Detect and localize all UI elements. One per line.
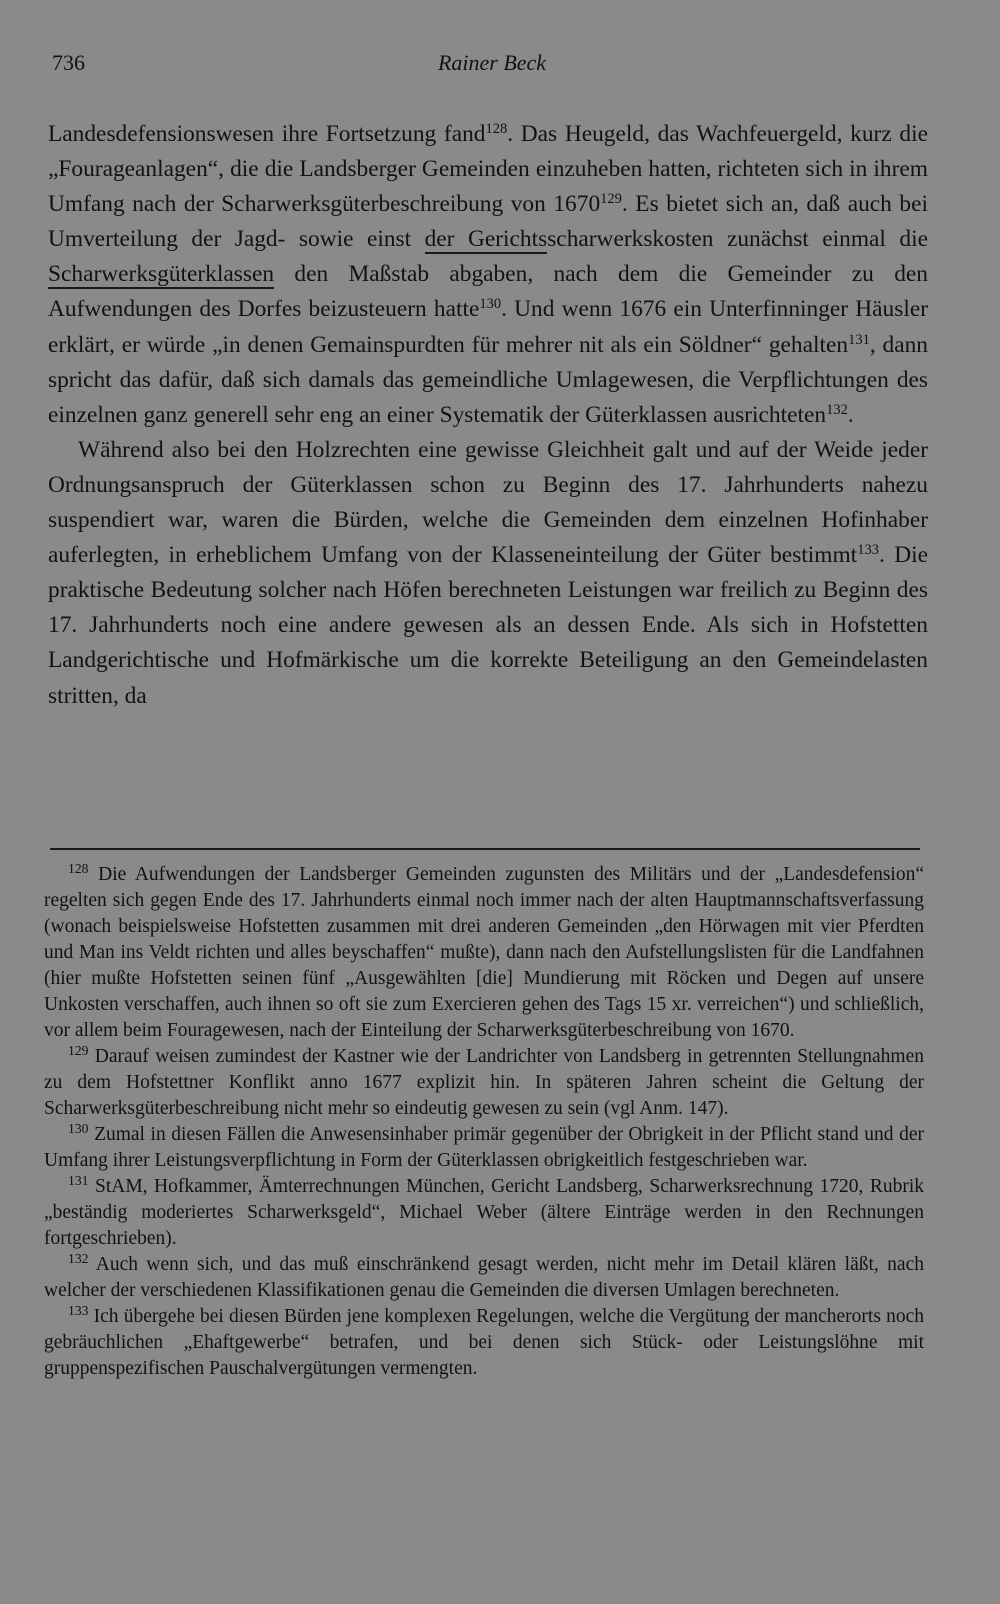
footnote-text: Auch wenn sich, und das muß einschränkend gesagt werden, nicht mehr im Detail klären läßt, nach welcher der verschiedenen Klassifikationen genau die Gemeinden die diversen Umlagen berechneten.: [44, 1254, 924, 1301]
footnote-number: 131: [68, 1173, 89, 1189]
footnote-number: 128: [68, 861, 89, 877]
footnote-text: Die Aufwendungen der Landsberger Gemeinden zugunsten des Militärs und der „Landesdefension“ regelten sich gegen Ende des 17. Jahrhunderts einmal noch immer nach der alten Hauptmannschaftsverfassung (wonach beispielsweise Hofstetten zusammen mit drei anderen Gemeinden „den Hörwagen mit vier Pferdten und Man ins Veldt richten und alles beyschaffen“ mußte), dann nach den Aufstellungslisten für die Landfahnen (hier mußte Hofstetten seinen fünf „Ausgewählten [die] Mundierung mit Röcken und Degen auf unsere Unkosten verschaffen, auch ihnen so oft sie zum Exercieren gehen des Tags 15 xr. verreichen“) und schließlich, vor allem beim Fouragewesen, nach der Einteilung der Scharwerksgüterbeschreibung von 1670.: [44, 864, 924, 1041]
footnote-ref: 129: [600, 191, 622, 208]
footnote-ref: 130: [479, 296, 502, 313]
footnote: [44, 1122, 924, 1174]
footnote-number: 133: [68, 1303, 89, 1319]
footnotes: [44, 862, 924, 1382]
footnote-text: Zumal in diesen Fällen die Anwesensinhaber primär gegenüber der Obrigkeit in der Pflicht stand und der Umfang ihrer Leistungsverpflichtung in Form der Güterklassen obrigkeitlich festgeschrieben war.: [44, 1124, 924, 1171]
footnote: [44, 1174, 924, 1252]
footnote-text: StAM, Hofkammer, Ämterrechnungen München, Gericht Landsberg, Scharwerksrechnung 1720, Rubrik „beständig moderiertes Scharwerksgeld“, Michael Weber (ältere Einträge werden in den Rechnungen fortgeschrieben).: [44, 1176, 924, 1249]
text-run: . Das Heugeld, das Wachfeuergeld, kurz die „Fourageanlagen“, die die Landsberger Gemeinden einzuheben hatten, richteten sich in ihrem Umfang nach der Scharwerksgüterbeschreibung von 1670: [48, 121, 928, 218]
running-head-author: Rainer Beck: [437, 50, 547, 75]
footnote-divider: [50, 848, 920, 850]
handwritten-underline: der Gerichts: [424, 226, 548, 253]
footnote-number: 130: [68, 1121, 89, 1137]
footnote-ref: 128: [485, 121, 508, 138]
paragraph: [48, 433, 928, 714]
text-run: .: [847, 401, 854, 428]
footnote-text: Darauf weisen zumindest der Kastner wie der Landrichter von Landsberg in getrennten Stellungnahmen zu dem Hofstettner Konflikt anno 1677 explizit hin. In späteren Jahren scheint die Geltung der Scharwerksgüterbeschreibung nicht mehr so eindeutig gewesen zu sein (vgl Anm. 147).: [44, 1046, 925, 1119]
text-run: . Die praktische Bedeutung solcher nach Höfen berechneten Leistungen war freilich zu Beginn des 17. Jahrhunderts noch eine andere gewesen als an dessen Ende. Als sich in Hofstetten Landgerichtische und Hofmärkische um die korrekte Beteiligung an den Gemeindelasten stritten, da: [48, 542, 928, 709]
text-run: Landesdefensionswesen ihre Fortsetzung fand: [48, 121, 486, 147]
footnote-text: Ich übergehe bei diesen Bürden jene komplexen Regelungen, welche die Vergütung der mancherorts noch gebräuchlichen „Ehaftgewerbe“ betrafen, und bei denen sich Stück- oder Leistungslöhne mit gruppenspezifischen Pauschalvergütungen vermengten.: [44, 1306, 925, 1379]
text-run: scharwerkskosten zunächst einmal die: [547, 226, 928, 253]
footnote-ref: 132: [826, 401, 848, 418]
footnote: [44, 1252, 924, 1304]
footnote: [44, 1044, 924, 1122]
main-text: [48, 117, 928, 714]
text-run: Während also bei den Holzrechten eine gewisse Gleichheit galt und auf der Weide jeder Ordnungsanspruch der Güterklassen schon zu Beginn des 17. Jahrhunderts nahezu suspendiert war, waren die Bürden, welche die Gemeinden dem einzelnen Hofinhaber auferlegten, in erheblichem Umfang von der Klasseneinteilung der Güter bestimmt: [48, 436, 928, 569]
footnote: [44, 1304, 924, 1382]
text-run: , dann spricht das dafür, daß sich damals das gemeindliche Umlagewesen, die Verpflichtungen des einzelnen ganz generell sehr eng an einer Systematik der Güterklassen ausrichteten: [48, 331, 928, 428]
running-head: [52, 50, 932, 82]
paragraph: [48, 117, 928, 433]
text-run: . Und wenn 1676 ein Unterfinninger Häusler erklärt, er würde „in denen Gemainspurdten für mehrer nit als ein Söldner“ gehalten: [48, 296, 928, 358]
footnote-ref: 133: [857, 542, 879, 559]
handwritten-underline: Scharwerksgüterklassen: [48, 261, 275, 288]
text-run: . Es bietet sich an, daß auch bei Umverteilung der Jagd- sowie einst: [48, 191, 928, 253]
text-run: den Maßstab abgaben, nach dem die Gemeinder zu den Aufwendungen des Dorfes beizusteuern hatte: [48, 261, 928, 323]
footnote-ref: 131: [848, 331, 870, 348]
footnote-number: 132: [68, 1251, 89, 1267]
footnote-number: 129: [68, 1043, 89, 1059]
footnote: [44, 862, 924, 1044]
page-number: 736: [52, 50, 85, 75]
